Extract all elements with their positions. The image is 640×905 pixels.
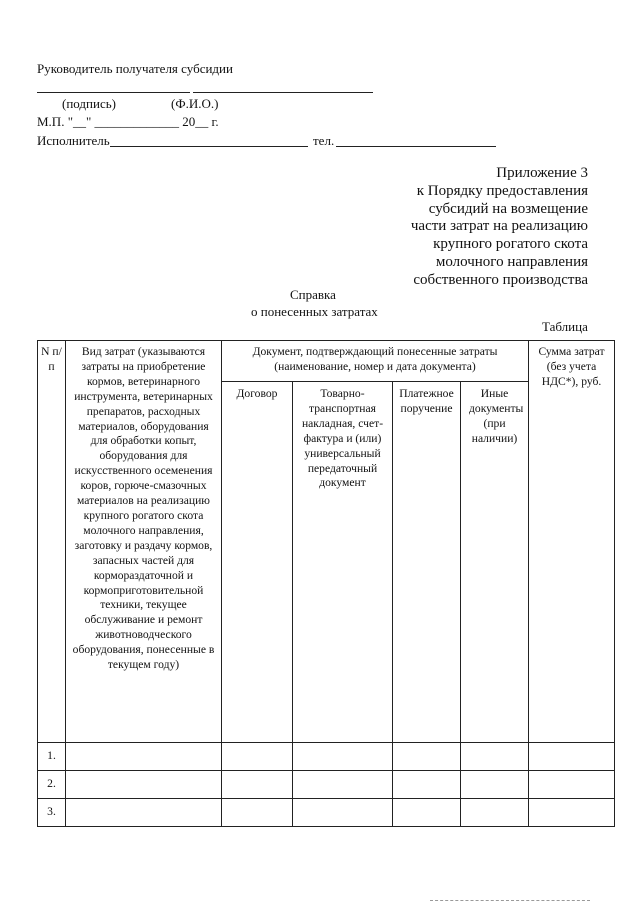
- other-documents-cell[interactable]: [461, 743, 529, 771]
- row-number: 3.: [38, 799, 66, 827]
- cost-type-cell[interactable]: [66, 799, 222, 827]
- annex-line: к Порядку предоставления: [416, 182, 588, 199]
- document-title: Справка: [290, 287, 336, 302]
- waybill-cell[interactable]: [293, 743, 393, 771]
- annex-line: субсидий на возмещение: [428, 200, 588, 217]
- stamp-date-line: М.П. "__" _____________ 20__ г.: [37, 114, 219, 129]
- head-of-recipient-label: Руководитель получателя субсидии: [37, 61, 233, 76]
- sum-cell[interactable]: [529, 799, 615, 827]
- other-documents-cell[interactable]: [461, 799, 529, 827]
- cost-type-cell[interactable]: [66, 743, 222, 771]
- full-name-caption: (Ф.И.О.): [171, 96, 219, 111]
- waybill-cell[interactable]: [293, 771, 393, 799]
- header-documents-group: Документ, подтверждающий понесенные затраты (наименование, номер и дата документа): [222, 341, 529, 382]
- tel-line[interactable]: [336, 146, 496, 147]
- annex-line: молочного направления: [435, 253, 588, 270]
- tel-label: тел.: [313, 133, 335, 148]
- full-name-line[interactable]: [193, 92, 373, 93]
- header-num: N п/п: [38, 341, 66, 743]
- header-contract: Договор: [222, 382, 293, 743]
- header-cost-type: Вид затрат (указываются затраты на приобретение кормов, ветеринарного инструмента, ветеринарных препаратов, расходных материалов, оборудования для обработки копыт, оборудования для искусственного осеменения коров, горюче-смазочных материалов на реализацию крупного рогатого скота молочного направления, заготовку и раздачу кормов, запасных частей для кормораздаточной и кормоприготовительной техники, текущее обслуживание и ремонт животноводческого оборудования, понесенные в текущем году): [66, 341, 222, 743]
- footer-scan-mark: [430, 900, 590, 901]
- annex-line: Приложение 3: [496, 165, 588, 181]
- waybill-cell[interactable]: [293, 799, 393, 827]
- annex-line: части затрат на реализацию: [410, 218, 588, 235]
- other-documents-cell[interactable]: [461, 771, 529, 799]
- expenses-table: [37, 340, 615, 827]
- row-number: 1.: [38, 743, 66, 771]
- contract-cell[interactable]: [222, 771, 293, 799]
- sum-cell[interactable]: [529, 743, 615, 771]
- table-row: [38, 771, 615, 799]
- row-number: 2.: [38, 771, 66, 799]
- annex-line: собственного производства: [413, 271, 588, 288]
- contract-cell[interactable]: [222, 743, 293, 771]
- sum-cell[interactable]: [529, 771, 615, 799]
- header-payment-order: Платежное поручение: [393, 382, 461, 743]
- payment-order-cell[interactable]: [393, 743, 461, 771]
- signature-caption: (подпись): [62, 96, 116, 111]
- annex-heading: [411, 165, 588, 290]
- table-row: [38, 743, 615, 771]
- contract-cell[interactable]: [222, 799, 293, 827]
- executor-line[interactable]: [110, 146, 308, 147]
- header-waybill: Товарно-транспортная накладная, счет-фактура и (или) универсальный передаточный документ: [293, 382, 393, 743]
- signature-line[interactable]: [37, 92, 190, 93]
- cost-type-cell[interactable]: [66, 771, 222, 799]
- table-row: [38, 799, 615, 827]
- document-subtitle: о понесенных затратах: [251, 304, 378, 319]
- payment-order-cell[interactable]: [393, 799, 461, 827]
- table-header-row: [38, 341, 615, 382]
- payment-order-cell[interactable]: [393, 771, 461, 799]
- table-label: Таблица: [542, 319, 588, 334]
- header-sum: Сумма затрат (без учета НДС*), руб.: [529, 341, 615, 743]
- executor-label: Исполнитель: [37, 133, 110, 148]
- header-other-documents: Иные документы (при наличии): [461, 382, 529, 743]
- annex-line: крупного рогатого скота: [433, 236, 588, 253]
